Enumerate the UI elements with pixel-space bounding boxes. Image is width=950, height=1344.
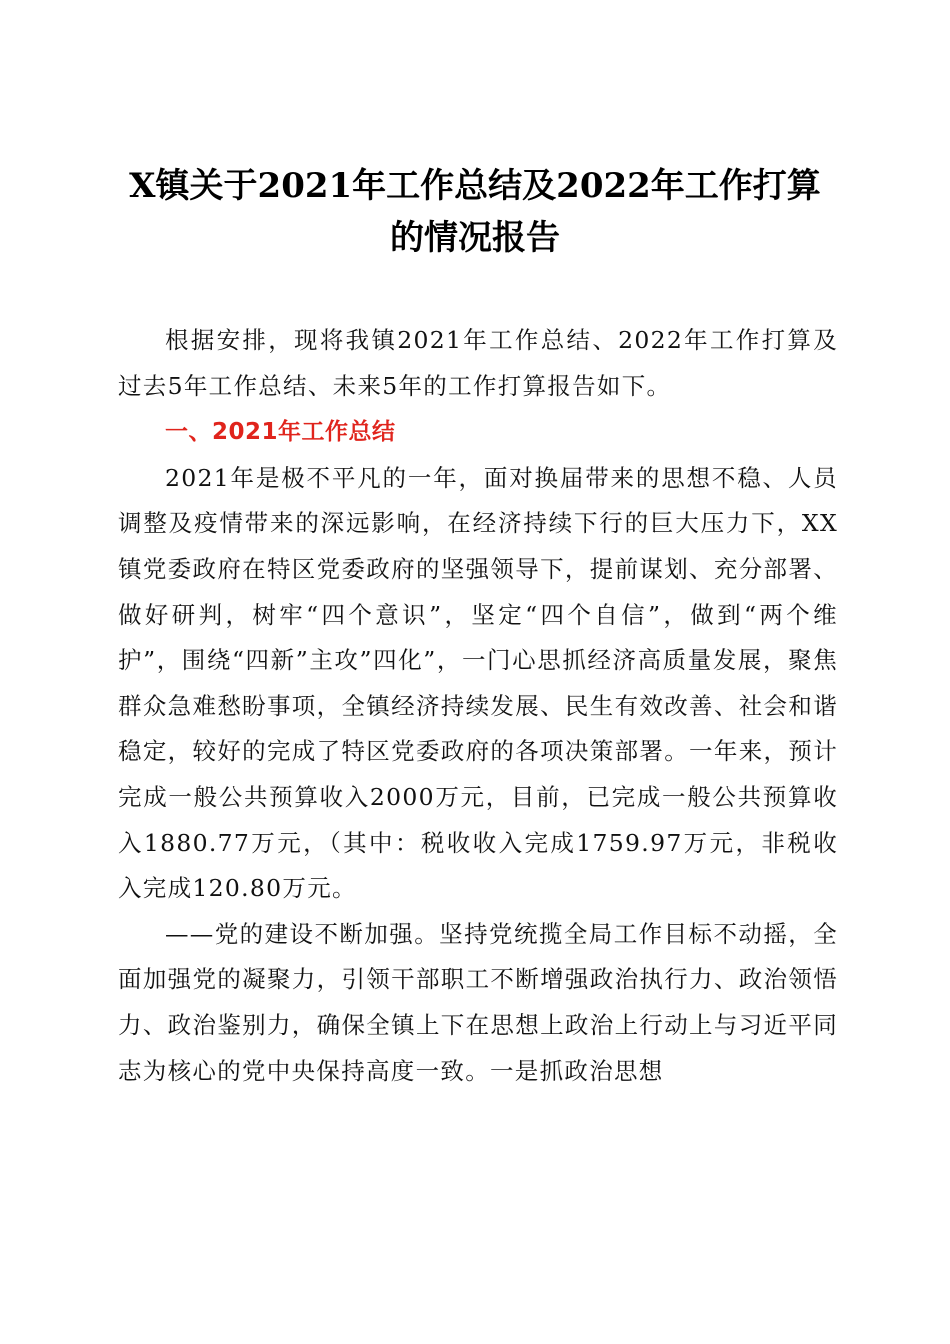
party-building-paragraph: ——党的建设不断加强。坚持党统揽全局工作目标不动摇，全面加强党的凝聚力，引领干部职工不断增强政治执行力、政治领悟力、政治鉴别力，确保全镇上下在思想上政治上行动上与习近平同志为核心的党中央保持高度一致。一是抓政治思想 — [118, 919, 838, 1085]
intro-paragraph: 根据安排，现将我镇2021年工作总结、2022年工作打算及过去5年工作总结、未来5年的工作打算报告如下。 — [118, 326, 838, 400]
summary-paragraph: 2021年是极不平凡的一年，面对换届带来的思想不稳、人员调整及疫情带来的深远影响，在经济持续下行的巨大压力下，XX镇党委政府在特区党委政府的坚强领导下，提前谋划、充分部署、做好研判，树牢“四个意识”，坚定“四个自信”，做到“两个维护”，围绕“四新”主攻”四化”，一门心思抓经济高质量发展，聚焦群众急难愁盼事项，全镇经济持续发展、民生有效改善、社会和谐稳定，较好的完成了特区党委政府的各项决策部署。一年来，预计完成一般公共预算收入2000万元，目前，已完成一般公共预算收入1880.77万元，（其中：税收收入完成1759.97万元，非税收入完成120.80万元。 — [118, 463, 838, 903]
document-title-line-1: X镇关于2021年工作总结及2022年工作打算 — [129, 166, 821, 206]
section-heading: 一、2021年工作总结 — [165, 419, 396, 446]
section-heading-paragraph — [118, 409, 838, 456]
document-body — [118, 318, 838, 1094]
document-title-line-2: 的情况报告 — [390, 218, 560, 258]
